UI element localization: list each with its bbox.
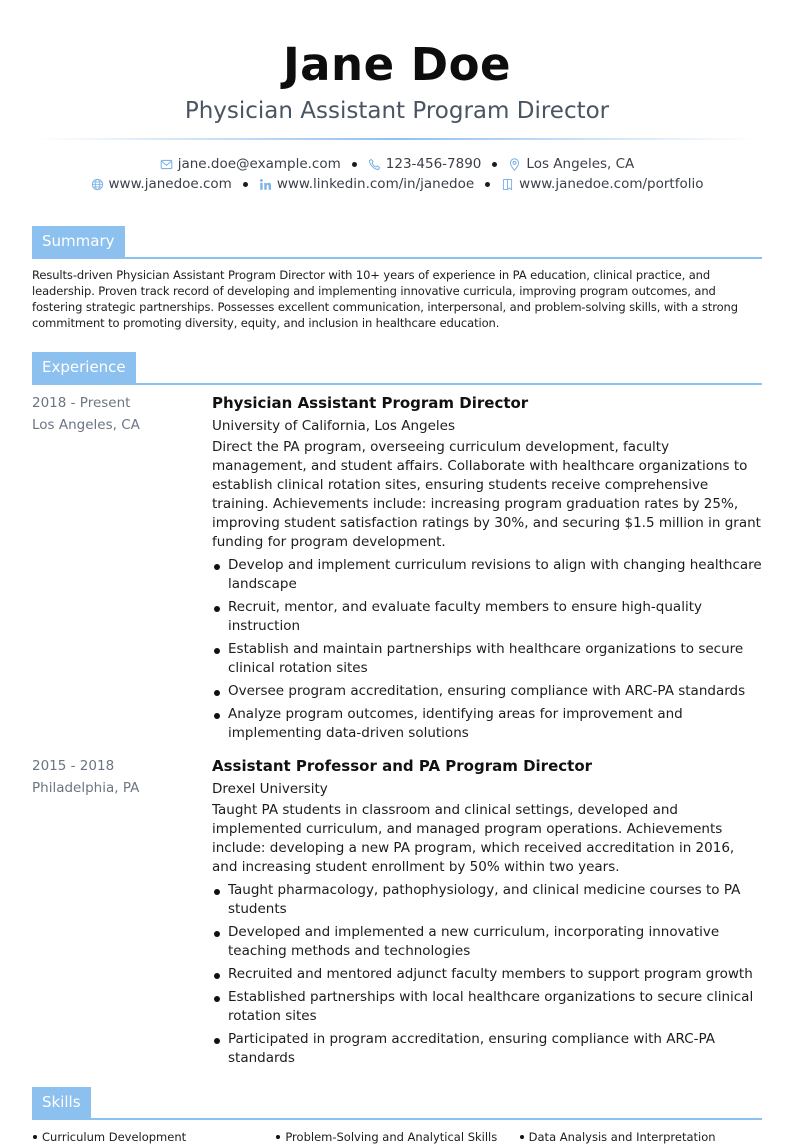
experience-location: Philadelphia, PA xyxy=(32,780,140,796)
contact-email-text: jane.doe@example.com xyxy=(177,156,341,172)
candidate-name: Jane Doe xyxy=(282,38,512,91)
job-bullet: Recruited and mentored adjunct faculty members to support program growth xyxy=(212,965,762,984)
job-description: Taught PA students in classroom and clinical settings, developed and implemented curriculum, and managed program operations. Achievements include: developing a new PA program, which received accreditation in 2016, and increasing student enrollment by 50% within two years. xyxy=(212,802,735,875)
contact-portfolio-text: www.janedoe.com/portfolio xyxy=(519,176,704,192)
skill-item: Curriculum Development xyxy=(32,1129,275,1145)
skill-item: Data Analysis and Interpretation xyxy=(519,1129,762,1145)
experience-entry xyxy=(32,392,762,747)
contact-linkedin-text: www.linkedin.com/in/janedoe xyxy=(276,176,475,192)
skills-section-header xyxy=(32,1087,762,1120)
contact-website-text: www.janedoe.com xyxy=(108,176,232,192)
experience-section-header xyxy=(32,352,762,385)
separator-dot xyxy=(492,162,497,167)
contact-linkedin[interactable] xyxy=(259,175,474,194)
contact-row-links xyxy=(32,175,762,194)
job-title: Assistant Professor and PA Program Director xyxy=(212,757,593,775)
experience-location: Los Angeles, CA xyxy=(32,417,140,433)
skill-item: Problem-Solving and Analytical Skills xyxy=(275,1129,518,1145)
experience-dates: 2015 - 2018 xyxy=(32,758,115,774)
separator-dot xyxy=(243,182,248,187)
contact-phone-text: 123-456-7890 xyxy=(385,156,482,172)
job-title: Physician Assistant Program Director xyxy=(212,394,529,412)
job-bullet: Developed and implemented a new curriculum, incorporating innovative teaching methods and technologies xyxy=(212,923,762,961)
experience-entry xyxy=(32,755,762,1072)
contact-row-primary xyxy=(32,155,762,174)
header-divider xyxy=(37,138,757,140)
contact-website[interactable] xyxy=(91,175,232,194)
contact-phone[interactable] xyxy=(368,155,482,174)
job-bullet: Participated in program accreditation, ensuring compliance with ARC-PA standards xyxy=(212,1030,762,1068)
job-organization: University of California, Los Angeles xyxy=(212,418,456,434)
summary-heading: Summary xyxy=(32,226,125,257)
linkedin-icon xyxy=(259,178,272,191)
skills-heading: Skills xyxy=(32,1087,91,1118)
globe-icon xyxy=(91,178,104,191)
job-bullet: Oversee program accreditation, ensuring compliance with ARC-PA standards xyxy=(212,682,762,701)
job-bullet: Taught pharmacology, pathophysiology, and clinical medicine courses to PA students xyxy=(212,881,762,919)
job-description: Direct the PA program, overseeing curriculum development, faculty management, and student affairs. Collaborate with healthcare organizations to establish clinical rotation sites, ensuring students receive comprehensive training. Achievements include: increasing program graduation rates by 25%, improving student satisfaction ratings by 30%, and securing $1.5 million in grant funding for program development. xyxy=(212,439,761,550)
job-organization: Drexel University xyxy=(212,781,328,797)
bookmark-icon xyxy=(501,178,514,191)
job-bullets xyxy=(212,556,762,743)
map-pin-icon xyxy=(508,158,521,171)
job-bullet: Establish and maintain partnerships with healthcare organizations to secure clinical rotation sites xyxy=(212,640,762,678)
contact-email[interactable] xyxy=(160,155,341,174)
experience-dates: 2018 - Present xyxy=(32,395,131,411)
summary-text: Results-driven Physician Assistant Program Director with 10+ years of experience in PA education, clinical practice, and leadership. Proven track record of developing and implementing innovative curricula, improving program outcomes, and fostering strategic partnerships. Possesses excellent communication, interpersonal, and problem-solving skills, with a strong commitment to promoting diversity, equity, and inclusion in healthcare education. xyxy=(32,268,738,330)
job-bullet: Recruit, mentor, and evaluate faculty members to ensure high-quality instruction xyxy=(212,598,762,636)
separator-dot xyxy=(485,182,490,187)
experience-heading: Experience xyxy=(32,352,136,383)
candidate-title: Physician Assistant Program Director xyxy=(184,98,610,124)
skills-list xyxy=(32,1129,762,1145)
phone-icon xyxy=(368,158,381,171)
job-bullet: Develop and implement curriculum revisions to align with changing healthcare landscape xyxy=(212,556,762,594)
experience-details xyxy=(212,755,762,1072)
job-bullet: Established partnerships with local healthcare organizations to secure clinical rotation sites xyxy=(212,988,762,1026)
job-bullets xyxy=(212,881,762,1068)
separator-dot xyxy=(352,162,357,167)
experience-meta xyxy=(32,392,212,747)
envelope-icon xyxy=(160,158,173,171)
summary-section-header xyxy=(32,226,762,259)
contact-portfolio[interactable] xyxy=(501,175,703,194)
experience-details xyxy=(212,392,762,747)
job-bullet: Analyze program outcomes, identifying areas for improvement and implementing data-driven solutions xyxy=(212,705,762,743)
contact-location-text: Los Angeles, CA xyxy=(526,156,635,172)
contact-location xyxy=(508,155,634,174)
experience-meta xyxy=(32,755,212,1072)
